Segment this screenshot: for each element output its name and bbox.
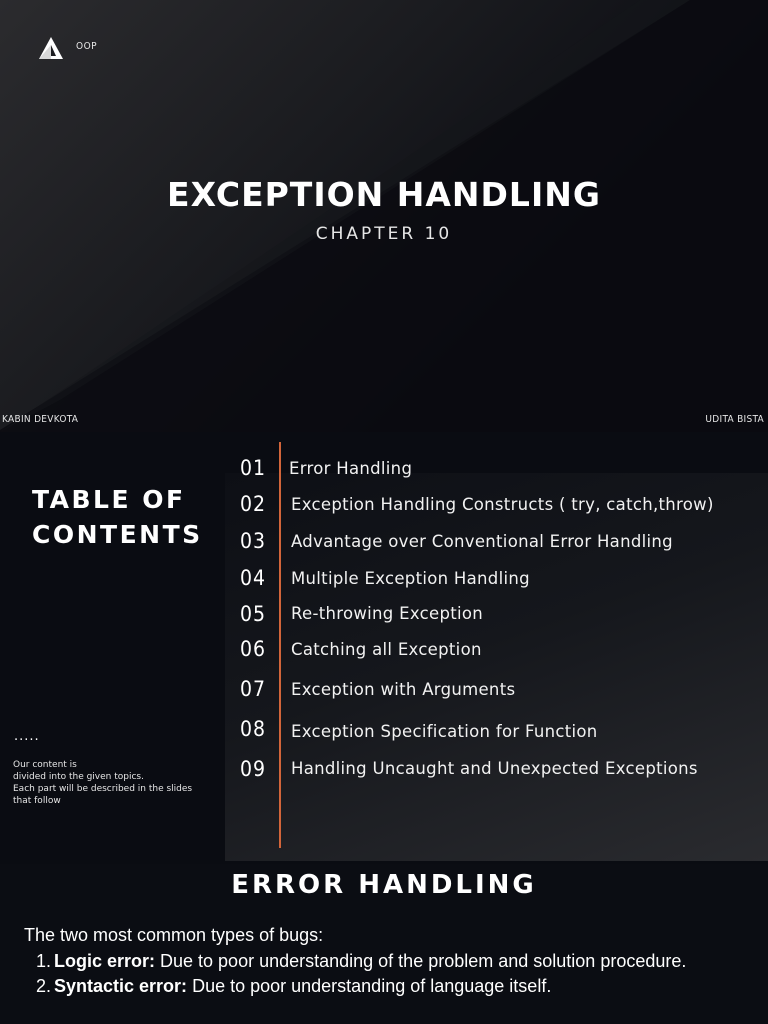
list-item-description: Due to poor understanding of the problem and solution procedure.: [155, 951, 687, 971]
toc-item-number: 07: [240, 677, 267, 701]
toc-item-label: Handling Uncaught and Unexpected Exceptions: [291, 759, 698, 778]
error-handling-heading: ERROR HANDLING: [231, 870, 537, 900]
bug-type-list: [36, 949, 744, 999]
list-item-number: 2.: [36, 976, 52, 996]
toc-item-number: 01: [240, 456, 267, 480]
decorative-dots: .....: [14, 729, 40, 744]
list-item: [36, 974, 744, 999]
toc-item: [0, 602, 768, 632]
chapter-subtitle: CHAPTER 10: [315, 224, 453, 244]
list-item: [36, 949, 744, 974]
toc-item-label: Exception with Arguments: [291, 680, 516, 699]
toc-item: [0, 677, 768, 707]
toc-note-line: Our content is: [13, 760, 77, 770]
logo-text: OOP: [76, 41, 98, 52]
toc-item-label: Advantage over Conventional Error Handling: [291, 532, 673, 551]
toc-item: [0, 529, 768, 559]
author-left: KABIN DEVKOTA: [2, 414, 79, 425]
page-title: EXCEPTION HANDLING: [167, 175, 601, 214]
author-right: UDITA BISTA: [705, 414, 764, 425]
toc-item-label: Catching all Exception: [291, 640, 482, 659]
list-item-number: 1.: [36, 951, 52, 971]
toc-item: [0, 637, 768, 667]
error-intro-text: The two most common types of bugs:: [24, 925, 324, 945]
toc-item-number: 05: [240, 602, 267, 626]
toc-item-label: Exception Handling Constructs ( try, catch,throw): [291, 495, 714, 514]
toc-item-number: 09: [240, 757, 267, 781]
toc-item-label: Multiple Exception Handling: [291, 569, 530, 588]
table-of-contents-slide: [0, 432, 768, 864]
toc-heading-line2: CONTENTS: [32, 520, 203, 549]
toc-item: [0, 717, 768, 747]
list-item-term: Syntactic error:: [54, 976, 188, 996]
toc-note-line: divided into the given topics.: [13, 772, 144, 782]
toc-note-line: that follow: [13, 796, 61, 806]
toc-note-line: Each part will be described in the slides: [13, 784, 193, 794]
title-slide: [0, 0, 768, 432]
toc-item-number: 08: [240, 717, 267, 741]
toc-item: [0, 492, 768, 522]
toc-item: [0, 566, 768, 596]
toc-item-number: 04: [240, 566, 267, 590]
background-diagonal-shape: [0, 0, 768, 432]
toc-item-number: 02: [240, 492, 267, 516]
toc-item-label: Re-throwing Exception: [291, 604, 484, 623]
toc-item-label: Error Handling: [289, 459, 413, 478]
toc-item: [0, 456, 768, 486]
list-item-term: Logic error:: [54, 951, 156, 971]
toc-item-label: Exception Specification for Function: [291, 722, 598, 741]
list-item-description: Due to poor understanding of language itself.: [187, 976, 552, 996]
toc-item-number: 03: [240, 529, 267, 553]
toc-item-number: 06: [240, 637, 267, 661]
toc-note: [13, 759, 233, 807]
toc-heading-line1: TABLE OF: [32, 485, 186, 514]
error-handling-slide: [0, 864, 768, 1024]
triangle-logo-icon: [38, 36, 64, 60]
